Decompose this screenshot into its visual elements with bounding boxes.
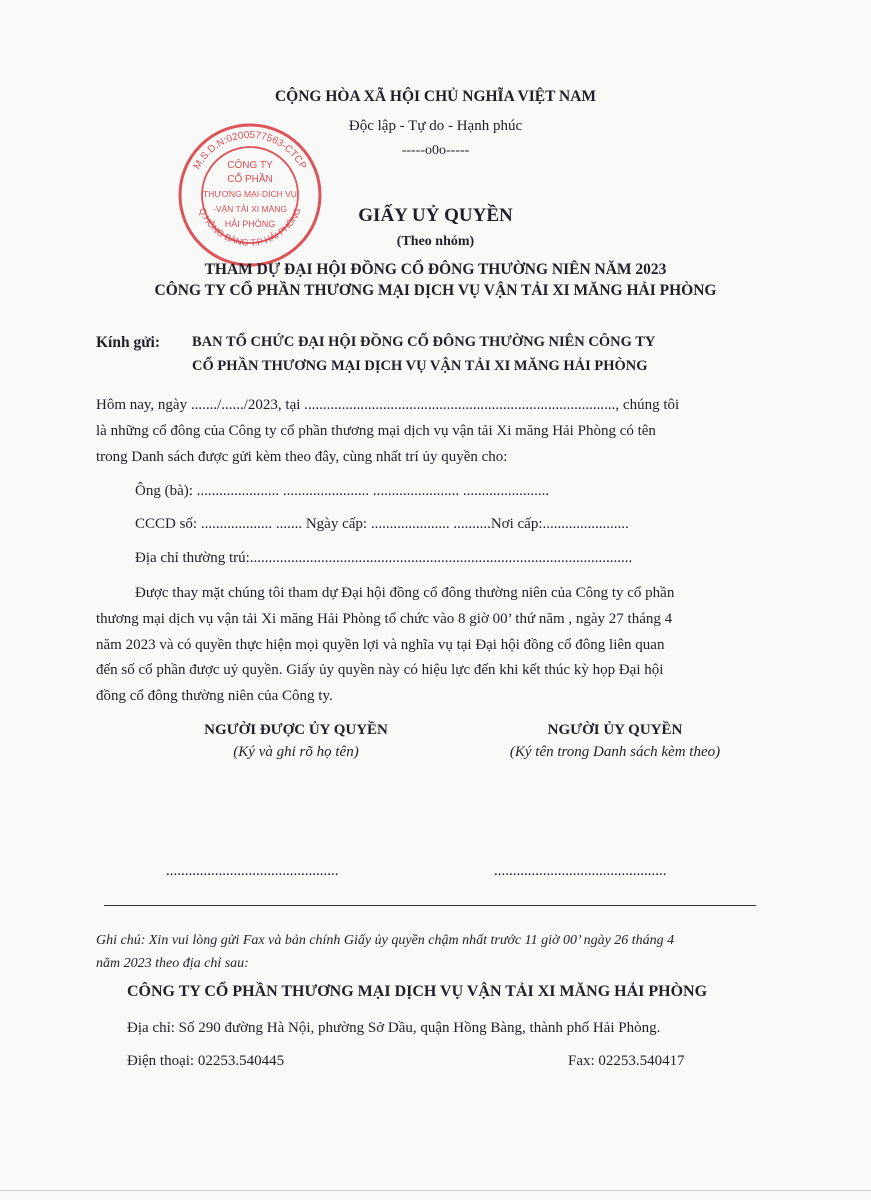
field-permanent-address: Địa chỉ thường trú:...................................................................................................... (135, 550, 633, 566)
stamp-line-5: HẢI PHÒNG (224, 219, 276, 229)
recipient-label: Kính gửi: (96, 334, 160, 351)
body-p2-line-2: thương mại dịch vụ vận tải Xi măng Hải Phòng tổ chức vào 8 giờ 00’ thứ năm , ngày 27 tháng 4 (96, 611, 673, 627)
body-p1-line-3: trong Danh sách được gửi kèm theo đây, cùng nhất trí ủy quyền cho: (96, 449, 508, 465)
header-separator: -----o0o----- (401, 143, 470, 158)
signature-left-line: .............................................. (166, 863, 339, 879)
note-line-1: Ghi chú: Xin vui lòng gửi Fax và bản chính Giấy ủy quyền chậm nhất trước 11 giờ 00’ ngày 26 tháng 4 (96, 933, 675, 948)
signature-right-title: NGƯỜI ỦY QUYỀN (547, 722, 683, 738)
divider-line (104, 905, 756, 906)
body-p2-line-3: năm 2023 và có quyền thực hiện mọi quyền lợi và nghĩa vụ tại Đại hội đồng cổ đông liên quan (96, 637, 665, 653)
signature-right-line: .............................................. (494, 863, 667, 879)
stamp-line-3: THƯƠNG MẠI-DỊCH VỤ (203, 189, 297, 199)
field-proxy-name: Ông (bà): ...................... ....................... ....................... ....................... (135, 483, 550, 499)
note-line-2: năm 2023 theo địa chỉ sau: (96, 956, 249, 971)
signature-left-title: NGƯỜI ĐƯỢC ỦY QUYỀN (204, 722, 388, 738)
signature-right-note: (Ký tên trong Danh sách kèm theo) (509, 744, 721, 760)
body-p1-line-1: Hôm nay, ngày ......./....../2023, tại ..................................................................................., chúng tôi (96, 397, 680, 413)
scan-edge (0, 1190, 871, 1191)
stamp-line-2: CỔ PHẦN (227, 174, 273, 185)
body-p2-line-1: Được thay mặt chúng tôi tham dự Đại hội đồng cổ đông thường niên của Công ty cổ phần (135, 585, 675, 601)
body-p2-line-4: đến số cổ phần được uỷ quyền. Giấy ủy quyền này có hiệu lực đến khi kết thúc kỳ họp Đại hội (96, 662, 664, 678)
motto: Độc lập - Tự do - Hạnh phúc (348, 118, 523, 134)
contact-phone: Điện thoại: 02253.540445 (127, 1053, 285, 1069)
title-line-1: THAM DỰ ĐẠI HỘI ĐỒNG CỔ ĐÔNG THƯỜNG NIÊN NĂM 2023 (204, 261, 667, 278)
contact-company: CÔNG TY CỔ PHẦN THƯƠNG MẠI DỊCH VỤ VẬN TẢI XI MĂNG HẢI PHÒNG (127, 983, 708, 1000)
body-p1-line-2: là những cổ đông của Công ty cổ phần thương mại dịch vụ vận tải Xi măng Hải Phòng có tên (96, 423, 656, 439)
document-title: GIẤY UỶ QUYỀN (358, 205, 513, 226)
title-line-2: CÔNG TY CỔ PHẦN THƯƠNG MẠI DỊCH VỤ VẬN TẢI XI MĂNG HẢI PHÒNG (154, 282, 717, 299)
stamp-ring-text: M.S.D.N:0200577563-CTCP (191, 129, 309, 172)
contact-address: Địa chỉ: Số 290 đường Hà Nội, phường Sở Dầu, quận Hồng Bàng, thành phố Hải Phòng. (127, 1020, 661, 1036)
recipient-line-1: BAN TỔ CHỨC ĐẠI HỘI ĐỒNG CỔ ĐÔNG THƯỜNG NIÊN CÔNG TY (192, 334, 656, 350)
contact-fax: Fax: 02253.540417 (568, 1053, 685, 1069)
signature-left-note: (Ký và ghi rõ họ tên) (233, 744, 359, 760)
stamp-ring-bottom: Q.HỒNG BÀNG T.P HẢI PHÒNG (197, 206, 303, 248)
field-id-card: CCCD số: ................... ....... Ngày cấp: ..................... ..........Nơi cấp:....................... (135, 516, 629, 532)
body-p2-line-5: đồng cổ đông thường niên của Công ty. (96, 688, 333, 704)
document-subtitle: (Theo nhóm) (396, 234, 475, 249)
recipient-line-2: CỔ PHẦN THƯƠNG MẠI DỊCH VỤ VẬN TẢI XI MĂNG HẢI PHÒNG (192, 358, 648, 374)
nation-heading: CỘNG HÒA XÃ HỘI CHỦ NGHĨA VIỆT NAM (274, 88, 597, 105)
stamp-line-1: CÔNG TY (227, 160, 273, 171)
stamp-line-4: -VẬN TẢI XI MĂNG (213, 204, 287, 214)
